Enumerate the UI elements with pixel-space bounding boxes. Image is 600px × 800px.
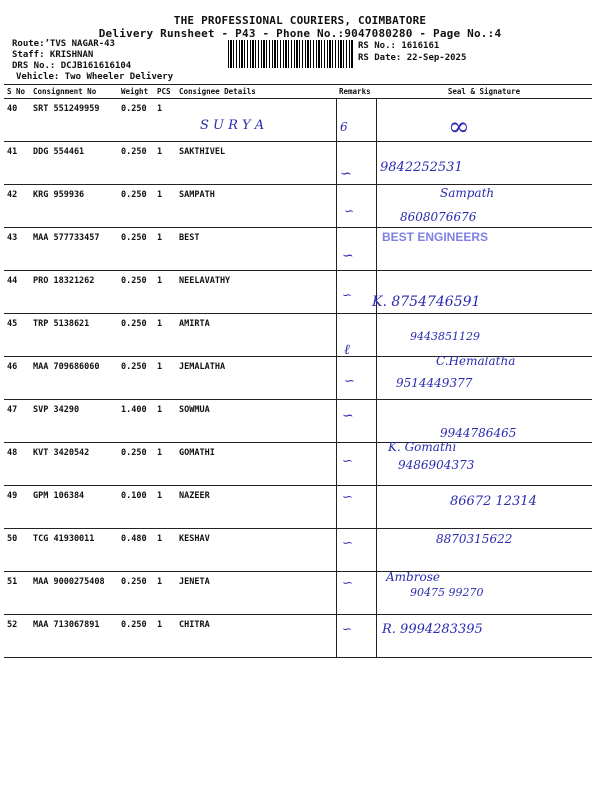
runsheet-table: [4, 84, 592, 658]
remark-mark: ∽: [342, 288, 353, 302]
table-row: [4, 185, 592, 228]
table-header: [4, 85, 592, 99]
cell-consignee: NEELAVATHY: [176, 271, 336, 314]
col-weight: Weight: [118, 85, 154, 99]
table-row: [4, 228, 592, 271]
remark-mark: ∽: [342, 454, 353, 469]
cell-sno: 51: [4, 572, 30, 615]
remark-mark: ∽: [342, 576, 353, 591]
table-row: [4, 142, 592, 185]
remark-mark: ∽: [342, 536, 353, 551]
cell-weight: 0.250: [118, 228, 154, 271]
cell-pcs: 1: [154, 572, 176, 615]
remark-mark: 6: [340, 120, 348, 134]
handwriting-51a: Ambrose: [386, 570, 440, 584]
cell-remarks: [336, 615, 376, 658]
cell-sno: 44: [4, 271, 30, 314]
cell-consignee: JENETA: [176, 572, 336, 615]
route-text: Route:’TVS NAGAR-43: [12, 39, 115, 49]
cell-sno: 48: [4, 443, 30, 486]
remark-mark: ∽: [340, 166, 352, 182]
table-row: [4, 615, 592, 658]
table-row: [4, 271, 592, 314]
remark-mark: ∽: [344, 204, 355, 218]
cell-consignee: SAKTHIVEL: [176, 142, 336, 185]
cell-weight: 0.250: [118, 357, 154, 400]
rs-number: RS No.: 1616161: [358, 41, 440, 51]
cell-consignment: GPM 106384: [30, 486, 118, 529]
cell-weight: 0.250: [118, 443, 154, 486]
runsheet-subtitle: Delivery Runsheet - P43 - Phone No.:9047080280 - Page No.:4: [98, 27, 502, 40]
handwriting-surya: S U R Y A: [200, 118, 265, 133]
cell-weight: 0.480: [118, 529, 154, 572]
handwriting-47: 9944786465: [440, 426, 517, 440]
remark-mark: ∽: [342, 408, 354, 424]
cell-sno: 52: [4, 615, 30, 658]
cell-sno: 40: [4, 99, 30, 142]
cell-sno: 50: [4, 529, 30, 572]
cell-sno: 47: [4, 400, 30, 443]
cell-consignment: SRT 551249959: [30, 99, 118, 142]
vehicle-text: Vehicle: Two Wheeler Delivery: [16, 72, 174, 82]
cell-pcs: 1: [154, 529, 176, 572]
cell-weight: 0.100: [118, 486, 154, 529]
cell-pcs: 1: [154, 443, 176, 486]
company-title: THE PROFESSIONAL COURIERS, COIMBATORE: [173, 14, 427, 27]
cell-pcs: 1: [154, 99, 176, 142]
handwriting-46b: 9514449377: [396, 376, 473, 390]
cell-pcs: 1: [154, 314, 176, 357]
handwriting-45: 9443851129: [410, 330, 480, 343]
cell-weight: 1.400: [118, 400, 154, 443]
barcode: [228, 40, 354, 68]
cell-consignee: CHITRA: [176, 615, 336, 658]
remark-mark: ∽: [342, 622, 353, 636]
cell-weight: 0.250: [118, 142, 154, 185]
handwriting-48b: 9486904373: [398, 458, 475, 472]
handwriting-41: 9842252531: [380, 160, 463, 175]
remark-mark: ∽: [342, 248, 354, 264]
staff-text: Staff: KRISHNAN: [12, 50, 94, 60]
cell-weight: 0.250: [118, 572, 154, 615]
cell-consignee: SAMPATH: [176, 185, 336, 228]
cell-sno: 46: [4, 357, 30, 400]
rs-date: RS Date: 22-Sep-2025: [358, 53, 467, 63]
handwriting-44: K. 8754746591: [372, 294, 481, 310]
cell-sno: 43: [4, 228, 30, 271]
cell-consignment: PRO 18321262: [30, 271, 118, 314]
cell-consignment: DDG 554461: [30, 142, 118, 185]
table-row: [4, 99, 592, 142]
best-engineers-stamp: BEST ENGINEERS: [382, 230, 489, 244]
cell-remarks: [336, 357, 376, 400]
cell-pcs: 1: [154, 228, 176, 271]
col-seal: Seal & Signature: [376, 85, 592, 99]
col-sno: S No: [4, 85, 30, 99]
cell-remarks: [336, 314, 376, 357]
cell-pcs: 1: [154, 185, 176, 228]
cell-consignee: GOMATHI: [176, 443, 336, 486]
cell-remarks: [336, 185, 376, 228]
cell-consignee: JEMALATHA: [176, 357, 336, 400]
signature-mark: ∞: [448, 112, 470, 142]
handwriting-49: 86672 12314: [450, 494, 537, 509]
cell-consignee: SOWMUA: [176, 400, 336, 443]
cell-sno: 41: [4, 142, 30, 185]
cell-consignment: TRP 5138621: [30, 314, 118, 357]
handwriting-50: 8870315622: [436, 532, 513, 546]
cell-consignment: SVP 34290: [30, 400, 118, 443]
cell-pcs: 1: [154, 271, 176, 314]
handwriting-48a: K. Gomathi: [388, 440, 457, 454]
cell-pcs: 1: [154, 615, 176, 658]
handwriting-52: R. 9994283395: [382, 622, 483, 637]
cell-consignment: MAA 713067891: [30, 615, 118, 658]
cell-consignee: NAZEER: [176, 486, 336, 529]
cell-sno: 45: [4, 314, 30, 357]
table-row: [4, 314, 592, 357]
col-pcs: PCS: [154, 85, 176, 99]
cell-consignment: TCG 41930011: [30, 529, 118, 572]
table-row: [4, 572, 592, 615]
cell-consignment: KVT 3420542: [30, 443, 118, 486]
cell-weight: 0.250: [118, 185, 154, 228]
cell-consignee: KESHAV: [176, 529, 336, 572]
cell-consignment: KRG 959936: [30, 185, 118, 228]
table-row: [4, 443, 592, 486]
cell-consignee: AMIRTA: [176, 314, 336, 357]
cell-seal: [376, 99, 592, 142]
remark-mark: ∽: [342, 490, 353, 505]
cell-weight: 0.250: [118, 615, 154, 658]
cell-weight: 0.250: [118, 271, 154, 314]
cell-sno: 42: [4, 185, 30, 228]
cell-consignment: MAA 577733457: [30, 228, 118, 271]
drs-text: DRS No.: DCJB161616104: [12, 61, 132, 71]
cell-pcs: 1: [154, 142, 176, 185]
col-consignment: Consignment No: [30, 85, 118, 99]
cell-consignment: MAA 9000275408: [30, 572, 118, 615]
handwriting-42a: Sampath: [440, 186, 495, 200]
cell-consignee: BEST: [176, 228, 336, 271]
cell-pcs: 1: [154, 400, 176, 443]
cell-consignment: MAA 709686060: [30, 357, 118, 400]
col-consignee: Consignee Details: [176, 85, 336, 99]
cell-pcs: 1: [154, 486, 176, 529]
cell-weight: 0.250: [118, 314, 154, 357]
remark-mark: ∽: [344, 374, 355, 389]
remark-mark: ℓ: [344, 342, 350, 358]
handwriting-46a: C.Hemalatha: [436, 354, 516, 368]
col-remarks: Remarks: [336, 85, 376, 99]
cell-seal: [376, 314, 592, 357]
cell-sno: 49: [4, 486, 30, 529]
handwriting-51b: 90475 99270: [410, 586, 484, 599]
cell-pcs: 1: [154, 357, 176, 400]
handwriting-42b: 8608076676: [400, 210, 477, 224]
cell-weight: 0.250: [118, 99, 154, 142]
